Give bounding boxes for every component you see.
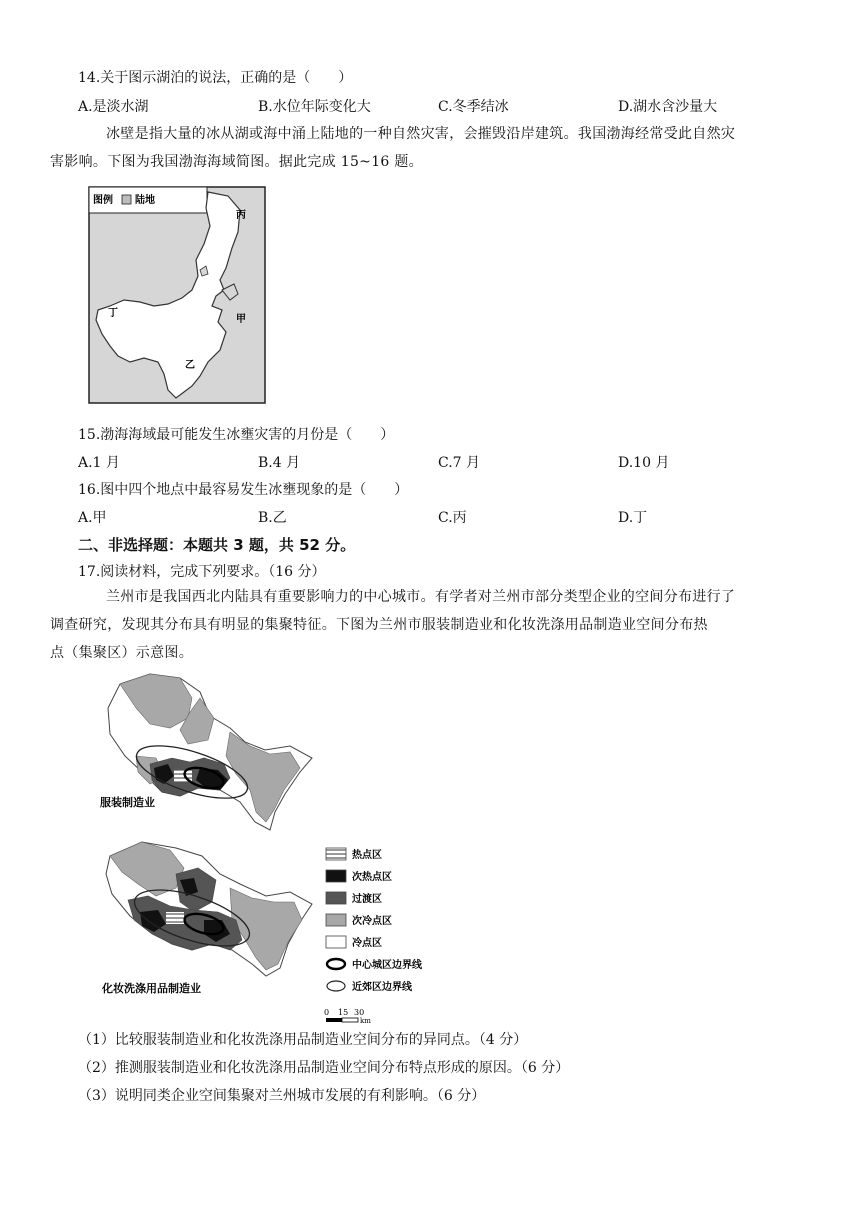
legend-hotspot: 热点区: [352, 850, 382, 861]
q15-option-c: C.7 月: [438, 455, 481, 471]
legend-transition: 过渡区: [352, 894, 382, 905]
q17-stem: 17.阅读材料，完成下列要求。（16 分）: [78, 564, 326, 580]
legend-swatch-sub-coldspot: [326, 914, 346, 926]
map1-legend-item: 陆地: [135, 195, 155, 206]
scale-unit: km: [360, 1017, 371, 1025]
legend-swatch-center-boundary: [327, 959, 345, 969]
q14-option-b: B.水位年际变化大: [258, 99, 371, 115]
legend-sub-hotspot: 次热点区: [352, 872, 392, 883]
q15-option-b: B.4 月: [258, 455, 301, 471]
legend-center-boundary: 中心城区边界线: [352, 960, 422, 971]
q16-options: [78, 508, 798, 528]
clothing-map: [100, 674, 312, 830]
q17-para-line3: 点（集聚区）示意图。: [50, 645, 193, 661]
legend-suburb-boundary: 近郊区边界线: [352, 982, 412, 993]
scale-0: 0: [324, 1008, 330, 1017]
q16-option-d: D.丁: [618, 510, 648, 526]
q17-para-line1: 兰州市是我国西北内陆具有重要影响力的中心城市。有学者对兰州市部分类型企业的空间分布进行了: [106, 589, 736, 605]
q16-option-b: B.乙: [258, 510, 287, 526]
land-legend-swatch: [122, 195, 131, 204]
cosmetics-map: [101, 842, 312, 995]
legend-sub-coldspot: 次冷点区: [352, 916, 392, 927]
intro15-line1: 冰壁是指大量的冰从湖或海中涌上陆地的一种自然灾害，会摧毁沿岸建筑。我国渤海经常受此自然灾: [106, 126, 736, 142]
q17-para-line2: 调查研究，发现其分布具有明显的集聚特征。下图为兰州市服装制造业和化妆洗涤用品制造业空间分布热: [50, 617, 708, 633]
map2-legend: [324, 848, 423, 1025]
map1-label-jia: 甲: [236, 314, 246, 325]
q16-option-a: A.甲: [78, 510, 107, 526]
q15-stem: 15.渤海海域最可能发生冰壅灾害的月份是（ ）: [78, 427, 395, 443]
q14-stem: 14.关于图示湖泊的说法，正确的是（ ）: [78, 70, 353, 86]
map2-label-bottom: 化妆洗涤用品制造业: [102, 982, 201, 995]
legend-coldspot: 冷点区: [352, 938, 382, 949]
intro15-line2: 害影响。下图为我国渤海海域简图。据此完成 15~16 题。: [50, 154, 423, 170]
legend-swatch-coldspot: [326, 936, 346, 948]
scale-15: 15: [338, 1008, 349, 1017]
scale-bar: [324, 1008, 371, 1025]
q16-stem: 16.图中四个地点中最容易发生冰壅现象的是（ ）: [78, 482, 409, 498]
legend-swatch-sub-hotspot: [326, 870, 346, 882]
legend-swatch-transition: [326, 892, 346, 904]
legend-swatch-hotspot: [326, 848, 346, 860]
q17-sub3: （3）说明同类企业空间集聚对兰州城市发展的有利影响。（6 分）: [78, 1088, 486, 1104]
q17-sub2: （2）推测服装制造业和化妆洗涤用品制造业空间分布特点形成的原因。（6 分）: [78, 1060, 570, 1076]
q17-sub1: （1）比较服装制造业和化妆洗涤用品制造业空间分布的异同点。（4 分）: [78, 1032, 528, 1048]
map1-label-yi: 乙: [185, 360, 195, 371]
legend-swatch-suburb-boundary: [327, 981, 345, 991]
section2-title: 二、非选择题：本题共 3 题，共 52 分。: [78, 536, 356, 554]
map1-label-ding: 丁: [108, 308, 118, 319]
q15-options: [78, 453, 798, 473]
q14-option-c: C.冬季结冰: [438, 99, 509, 115]
q14-option-d: D.湖水含沙量大: [618, 99, 718, 115]
intro15-paragraph: [50, 120, 783, 176]
q14-option-a: A.是淡水湖: [78, 99, 149, 115]
q15-option-a: A.1 月: [78, 455, 120, 471]
q17-paragraph: [50, 583, 783, 667]
map1-label-bing: 丙: [236, 210, 246, 221]
map2-label-top: 服装制造业: [100, 796, 155, 809]
bohai-map: [88, 186, 266, 404]
scale-30: 30: [354, 1008, 365, 1017]
q15-option-d: D.10 月: [618, 455, 670, 471]
q14-options: [78, 97, 798, 117]
map1-legend-title: 图例: [93, 195, 113, 206]
lanzhou-hotspot-maps: [80, 672, 430, 1025]
q16-option-c: C.丙: [438, 510, 467, 526]
